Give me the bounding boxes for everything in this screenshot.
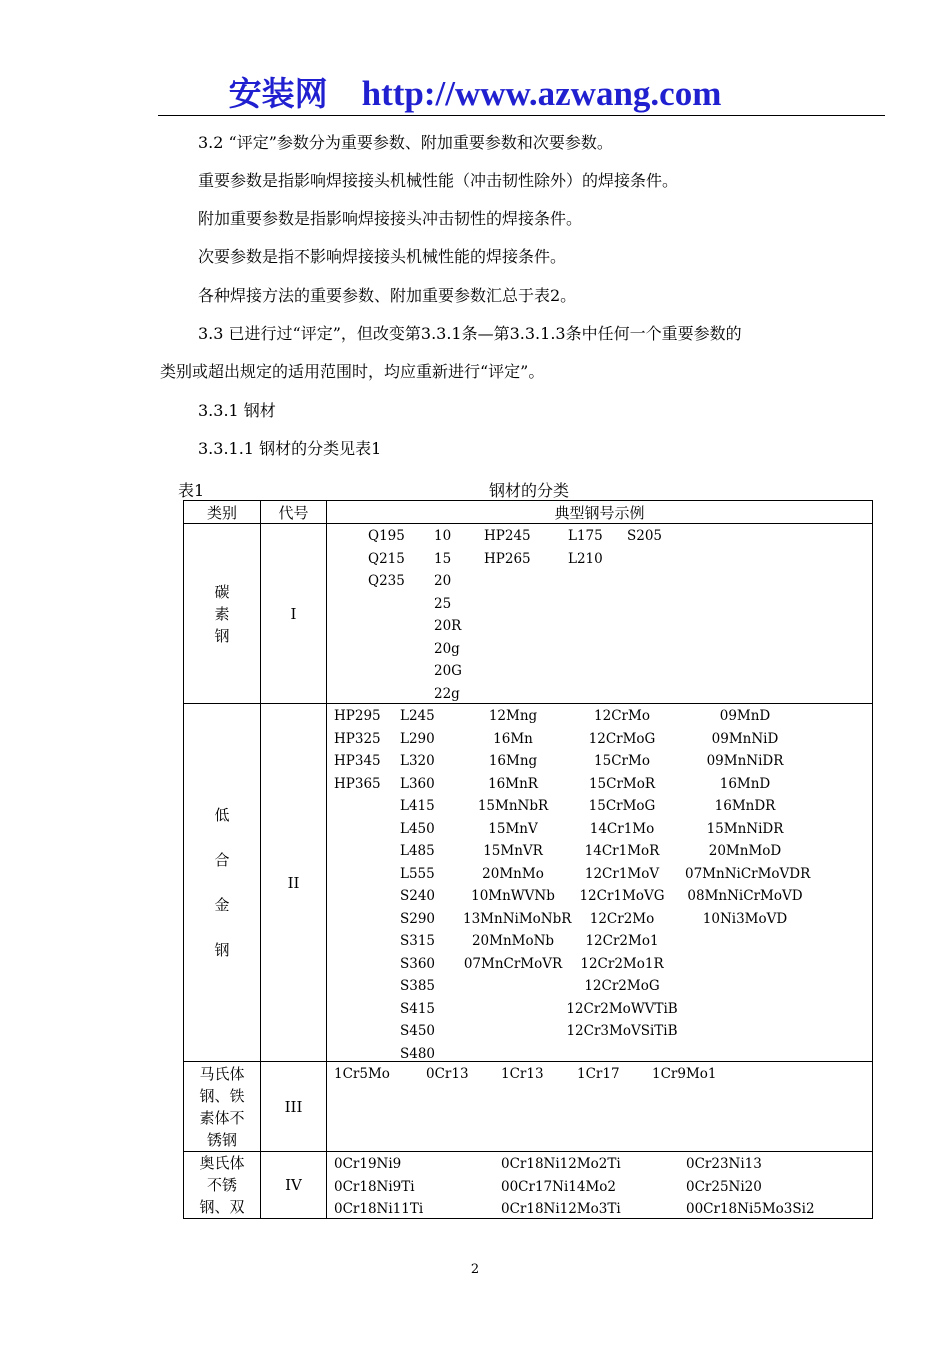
steel-grade: 20MnMoNb [471, 933, 555, 949]
category-text: 奥氏体 [199, 1154, 245, 1172]
grade-group [652, 1063, 717, 1086]
steel-grade: HP265 [484, 550, 531, 567]
steel-grade: 14Cr1Mo [589, 820, 655, 837]
examples-cell [327, 524, 873, 704]
header-rule [158, 115, 885, 116]
steel-grade: 20MnMoD [708, 843, 782, 859]
category-text: 不锈 [206, 1176, 237, 1194]
paragraph: 重要参数是指影响焊接接头机械性能（冲击韧性除外）的焊接条件。 [198, 171, 679, 190]
steel-grade: 0Cr18Ni11Ti [334, 1201, 424, 1217]
steel-grade: S415 [400, 1000, 436, 1017]
steel-grade: 09MnNiDR [706, 753, 784, 769]
steel-grade: HP245 [484, 528, 531, 544]
steel-grade: HP295 [334, 708, 381, 724]
steel-grade: 20R [434, 618, 462, 634]
steel-grade: S480 [400, 1045, 436, 1062]
steel-grade: 16MnD [719, 775, 771, 792]
steel-grade: 15CrMo [594, 753, 650, 769]
category-text: 钢 [214, 626, 230, 645]
table-row [184, 704, 873, 1062]
steel-grade: 0Cr13 [426, 1066, 469, 1082]
steel-grade: Q235 [368, 573, 405, 589]
grade-group [484, 525, 531, 570]
steel-grade: 07MnCrMoVR [463, 955, 563, 972]
header-code: 代号 [261, 501, 327, 524]
category-cell [184, 524, 261, 704]
steel-grade: S290 [400, 910, 436, 927]
steel-grade: 15MnNiDR [706, 820, 784, 837]
paragraph: 3.3.1.1 钢材的分类见表1 [198, 439, 382, 458]
steel-grade: 0Cr23Ni13 [686, 1156, 762, 1172]
paragraph: 各种焊接方法的重要参数、附加重要参数汇总于表2。 [198, 286, 577, 305]
grade-group [334, 1063, 390, 1086]
table-header-row [184, 501, 873, 524]
paragraph: 3.3.1 钢材 [198, 401, 276, 420]
steel-grade: Q215 [368, 550, 405, 567]
table-row [184, 524, 873, 704]
steel-grade: 15MnV [488, 820, 538, 837]
steel-grade: 1Cr9Mo1 [652, 1066, 717, 1082]
steel-grade: 07MnNiCrMoVDR [685, 865, 811, 882]
grade-group [577, 1063, 620, 1086]
steel-grade: 09MnNiD [711, 730, 779, 747]
code-cell: II [261, 704, 327, 1062]
grade-group [559, 705, 685, 1043]
steel-grade: 14Cr1MoR [584, 843, 660, 859]
steel-grade: 1Cr17 [577, 1066, 620, 1082]
paragraph: 次要参数是指不影响焊接接头机械性能的焊接条件。 [198, 247, 567, 266]
examples-cell [327, 704, 873, 1062]
steel-grade: 20G [434, 663, 462, 679]
header-category: 类别 [184, 501, 261, 524]
category-cell [184, 704, 261, 1062]
steel-grade: S360 [400, 955, 436, 972]
steel-grade: 12Cr1MoVG [579, 888, 665, 904]
steel-grade: S240 [400, 888, 436, 904]
steel-grade: 15CrMoR [588, 775, 656, 792]
steel-grade: S450 [400, 1023, 436, 1039]
table-label: 表1 [178, 481, 205, 500]
steel-grade: 25 [434, 595, 452, 612]
category-text: 马氏体 [199, 1064, 245, 1083]
paragraph: 附加重要参数是指影响焊接接头冲击韧性的焊接条件。 [198, 209, 583, 228]
steel-grade: S385 [400, 978, 436, 994]
steel-grade: 16Mn [493, 730, 533, 747]
paragraph: 类别或超出规定的适用范围时，均应重新进行“评定”。 [160, 362, 545, 381]
grade-group [568, 525, 603, 570]
page-number: 2 [470, 1262, 480, 1277]
header-examples: 典型钢号示例 [327, 501, 873, 524]
steel-grade: 10Ni3MoVD [702, 910, 788, 927]
steel-grade: 0Cr18Ni12Mo2Ti [501, 1156, 621, 1172]
steel-grade: L320 [400, 753, 435, 769]
steel-grade: L450 [400, 820, 435, 837]
grade-group [501, 1153, 621, 1221]
grade-group [434, 525, 462, 705]
examples-cell [327, 1152, 873, 1219]
site-name: 安装网 [228, 74, 328, 113]
grade-group [400, 705, 435, 1065]
steel-grade: L415 [400, 798, 435, 814]
steel-grade: 12Cr2Mo1 [585, 933, 659, 949]
steel-grade: S205 [627, 528, 663, 544]
steel-grade: 08MnNiCrMoVD [687, 888, 803, 904]
steel-grade: 12Mng [488, 708, 538, 724]
steel-grade: 0Cr18Ni9Ti [334, 1178, 415, 1195]
steel-grade: 10MnWVNb [471, 888, 555, 904]
grade-group [686, 1153, 815, 1221]
steel-grade: HP345 [334, 753, 381, 769]
grade-group [463, 705, 572, 975]
table-row [184, 1152, 873, 1219]
steel-grade: L360 [400, 775, 435, 792]
category-cell [184, 1152, 261, 1219]
steel-grade: 15CrMoG [588, 798, 656, 814]
steel-grade: HP325 [334, 730, 381, 747]
code-cell: I [261, 524, 327, 704]
steel-grade: 12Cr2MoG [584, 978, 660, 994]
steel-grade: S315 [400, 933, 436, 949]
steel-grade: 15MnVR [483, 843, 543, 859]
grade-group [685, 705, 811, 930]
steel-grade: L555 [400, 865, 435, 882]
steel-grade: 12CrMo [594, 708, 650, 724]
steel-grade: HP365 [334, 775, 381, 792]
steel-grade: L210 [568, 550, 603, 567]
steel-grade: 1Cr5Mo [334, 1066, 390, 1082]
category-text: 素 [214, 604, 230, 623]
steel-grade: 12Cr2MoWVTiB [566, 1000, 678, 1017]
steel-grade: L290 [400, 730, 435, 747]
steel-grade: 15MnNbR [477, 798, 549, 814]
paragraph: 3.2 “评定”参数分为重要参数、附加重要参数和次要参数。 [198, 133, 613, 152]
category-text: 碳 [214, 582, 230, 601]
steel-grade: 12CrMoG [588, 730, 656, 747]
steel-grade: 00Cr18Ni5Mo3Si2 [686, 1201, 815, 1217]
steel-grade: 22g [434, 685, 460, 702]
page-header [0, 68, 950, 114]
code-cell: IV [261, 1152, 327, 1219]
category-text: 钢 [214, 940, 230, 959]
steel-grade: 16MnDR [714, 798, 776, 814]
steel-grade: 16Mng [488, 753, 538, 769]
table-row [184, 1062, 873, 1152]
steel-grade: 0Cr25Ni20 [686, 1178, 762, 1195]
category-text: 金 [214, 895, 230, 914]
steel-grade: L485 [400, 843, 435, 859]
category-cell [184, 1062, 261, 1152]
category-text: 素体不 [199, 1108, 245, 1127]
category-text: 低 [214, 805, 230, 824]
table-title: 钢材的分类 [489, 481, 570, 500]
steel-grade: L245 [400, 708, 435, 724]
steel-classification-table [183, 500, 873, 1219]
grade-group [334, 705, 381, 795]
grade-group [627, 525, 662, 548]
steel-grade: 00Cr17Ni14Mo2 [501, 1178, 616, 1195]
examples-cell [327, 1062, 873, 1152]
steel-grade: 09MnD [719, 708, 771, 724]
steel-grade: 20g [434, 640, 460, 657]
site-url[interactable]: http://www.azwang.com [361, 74, 722, 113]
steel-grade: L175 [568, 528, 603, 544]
grade-group [426, 1063, 469, 1086]
grade-group [368, 525, 405, 593]
steel-grade: 20 [434, 573, 452, 589]
steel-grade: 13MnNiMoNbR [463, 910, 572, 927]
grade-group [334, 1153, 423, 1221]
category-text: 钢、双 [199, 1198, 245, 1216]
steel-grade: 0Cr19Ni9 [334, 1156, 402, 1172]
paragraph: 3.3 已进行过“评定”，但改变第3.3.1条—第3.3.1.3条中任何一个重要参数的 [198, 324, 742, 343]
steel-grade: 16MnR [488, 775, 538, 792]
category-text: 合 [214, 850, 230, 869]
code-cell: III [261, 1062, 327, 1152]
grade-group [501, 1063, 544, 1086]
steel-grade: 12Cr2Mo1R [580, 955, 664, 972]
steel-grade: 1Cr13 [501, 1066, 544, 1082]
steel-grade: 15 [434, 550, 452, 567]
category-text: 钢、铁 [199, 1086, 245, 1105]
steel-grade: 10 [434, 528, 452, 544]
category-text: 锈钢 [206, 1130, 237, 1149]
steel-grade: 0Cr18Ni12Mo3Ti [501, 1201, 621, 1217]
steel-grade: Q195 [368, 528, 405, 544]
steel-grade: 12Cr3MoVSiTiB [566, 1023, 678, 1039]
steel-grade: 12Cr1MoV [584, 865, 660, 882]
steel-grade: 12Cr2Mo [589, 910, 655, 927]
steel-grade: 20MnMo [482, 865, 544, 882]
